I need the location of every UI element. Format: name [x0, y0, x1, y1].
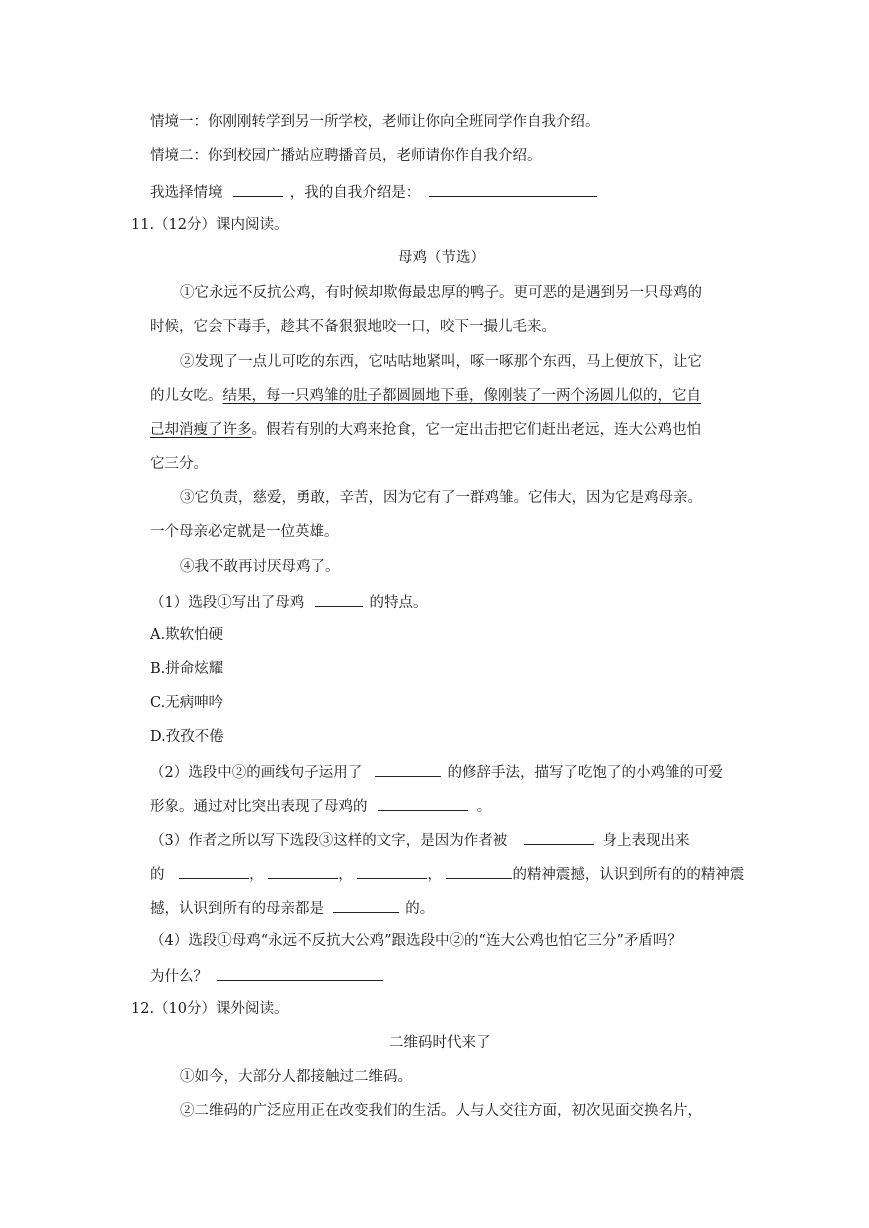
subquestion-3-mid: 身上表现出来	[602, 833, 690, 849]
subquestion-2-line-2	[150, 795, 491, 817]
subquestion-2-mid: 的修辞手法，描写了吃饱了的小鸡雏的可爱	[447, 765, 723, 781]
comma: ，	[338, 867, 353, 883]
para-2-text: 的儿女吃。	[150, 388, 223, 404]
underlined-sentence-part-1: 结果，每一只鸡雏的肚子都圆圆地下垂，像刚装了一两个汤圆儿似的，它自	[222, 388, 701, 404]
passage-title-hen: 母鸡（节选）	[398, 250, 485, 266]
subquestion-2-text: 形象。通过对比突出表现了母鸡的	[150, 799, 368, 815]
option-d[interactable]: D.孜孜不倦	[150, 729, 224, 745]
question-11-header: 11.（12分）课内阅读。	[131, 217, 289, 233]
passage-para-2-line-4: 它三分。	[150, 456, 208, 472]
option-c[interactable]: C.无病呻吟	[150, 695, 224, 711]
subquestion-3-de: 的	[150, 867, 165, 883]
subquestion-4-line-1: （4）选段①母鸡“永远不反抗大公鸡”跟选段中②的“连大公鸡也怕它三分”矛盾吗？	[150, 933, 682, 949]
passage-para-2-line-2	[150, 386, 701, 406]
subquestion-2-line-1	[150, 761, 723, 783]
option-a[interactable]: A.欺软怕硬	[150, 627, 224, 643]
passage-para-2-line-1: ②发现了一点儿可吃的东西，它咕咕地紧叫，啄一啄那个东西，马上便放下，让它	[180, 354, 702, 370]
passage-para-1-line-2: 时候，它会下毒手，趁其不备狠狠地咬一口，咬下一撮儿毛来。	[150, 319, 556, 335]
subquestion-1-blank[interactable]	[315, 591, 363, 607]
scenario-two: 情境二：你到校园广播站应聘播音员，老师请你作自我介绍。	[150, 148, 542, 164]
subquestion-3-line-3	[150, 897, 434, 919]
subquestion-3-tail: 的精神震撼，认识到所有的的精神震	[512, 867, 745, 883]
underlined-sentence-part-2: 己却消瘦了许多	[150, 422, 252, 438]
subquestion-3-blank-5[interactable]	[446, 863, 512, 879]
subquestion-3-end: 的。	[405, 901, 435, 917]
subquestion-2-blank-2[interactable]	[378, 795, 468, 811]
subquestion-3-blank-4[interactable]	[357, 863, 427, 879]
subquestion-2-prefix: （2）选段中②的画线句子运用了	[150, 765, 363, 781]
subquestion-3-line-2	[150, 863, 744, 885]
subquestion-3-blank-1[interactable]	[524, 829, 594, 845]
passage-title-qrcode: 二维码时代来了	[389, 1035, 491, 1051]
subquestion-3-blank-2[interactable]	[179, 863, 249, 879]
scenario-choice-blank[interactable]	[233, 181, 283, 197]
passage-para-3-line-2: 一个母亲必定就是一位英雄。	[150, 524, 339, 540]
subquestion-1	[150, 591, 427, 613]
question-12-header: 12.（10分）课外阅读。	[131, 1001, 289, 1017]
scenario-choice-line	[150, 181, 597, 203]
passage-para-3-line-1: ③它负责，慈爱，勇敢，辛苦，因为它有了一群鸡雏。它伟大，因为它是鸡母亲。	[180, 490, 702, 506]
subquestion-1-suffix: 的特点。	[369, 595, 428, 611]
qrcode-para-1: ①如今，大部分人都接触过二维码。	[180, 1069, 412, 1085]
qrcode-para-2: ②二维码的广泛应用正在改变我们的生活。人与人交往方面，初次见面交换名片，	[180, 1103, 702, 1119]
subquestion-1-prefix: （1）选段①写出了母鸡	[150, 595, 305, 611]
subquestion-3-line-1	[150, 829, 689, 851]
subquestion-3-prefix: （3）作者之所以写下选段③这样的文字，是因为作者被	[150, 833, 508, 849]
scenario-choice-prefix: 我选择情境	[150, 185, 223, 201]
comma: ，	[249, 867, 264, 883]
para-2-text-cont: 。假若有别的大鸡来抢食，它一定出击把它们赶出老远，连大公鸡也怕	[251, 422, 701, 438]
passage-para-2-line-3	[150, 420, 701, 440]
subquestion-3-blank-3[interactable]	[268, 863, 338, 879]
scenario-one: 情境一：你刚刚转学到另一所学校，老师让你向全班同学作自我介绍。	[150, 114, 600, 130]
subquestion-3-blank-6[interactable]	[333, 897, 399, 913]
subquestion-2-blank-1[interactable]	[375, 761, 441, 777]
subquestion-2-end: 。	[476, 799, 492, 815]
passage-para-4: ④我不敢再讨厌母鸡了。	[180, 559, 340, 575]
option-b[interactable]: B.拼命炫耀	[150, 661, 224, 677]
scenario-choice-suffix: ，我的自我介绍是：	[289, 185, 421, 201]
subquestion-4-line-2	[150, 965, 383, 987]
subquestion-4-why: 为什么？	[150, 969, 208, 985]
subquestion-4-blank[interactable]	[217, 965, 383, 981]
self-intro-blank[interactable]	[429, 181, 597, 197]
subquestion-3-text: 撼，认识到所有的母亲都是	[150, 901, 324, 917]
comma: ，	[427, 867, 442, 883]
passage-para-1-line-1: ①它永远不反抗公鸡，有时候却欺侮最忠厚的鸭子。更可恶的是遇到另一只母鸡的	[180, 285, 702, 301]
